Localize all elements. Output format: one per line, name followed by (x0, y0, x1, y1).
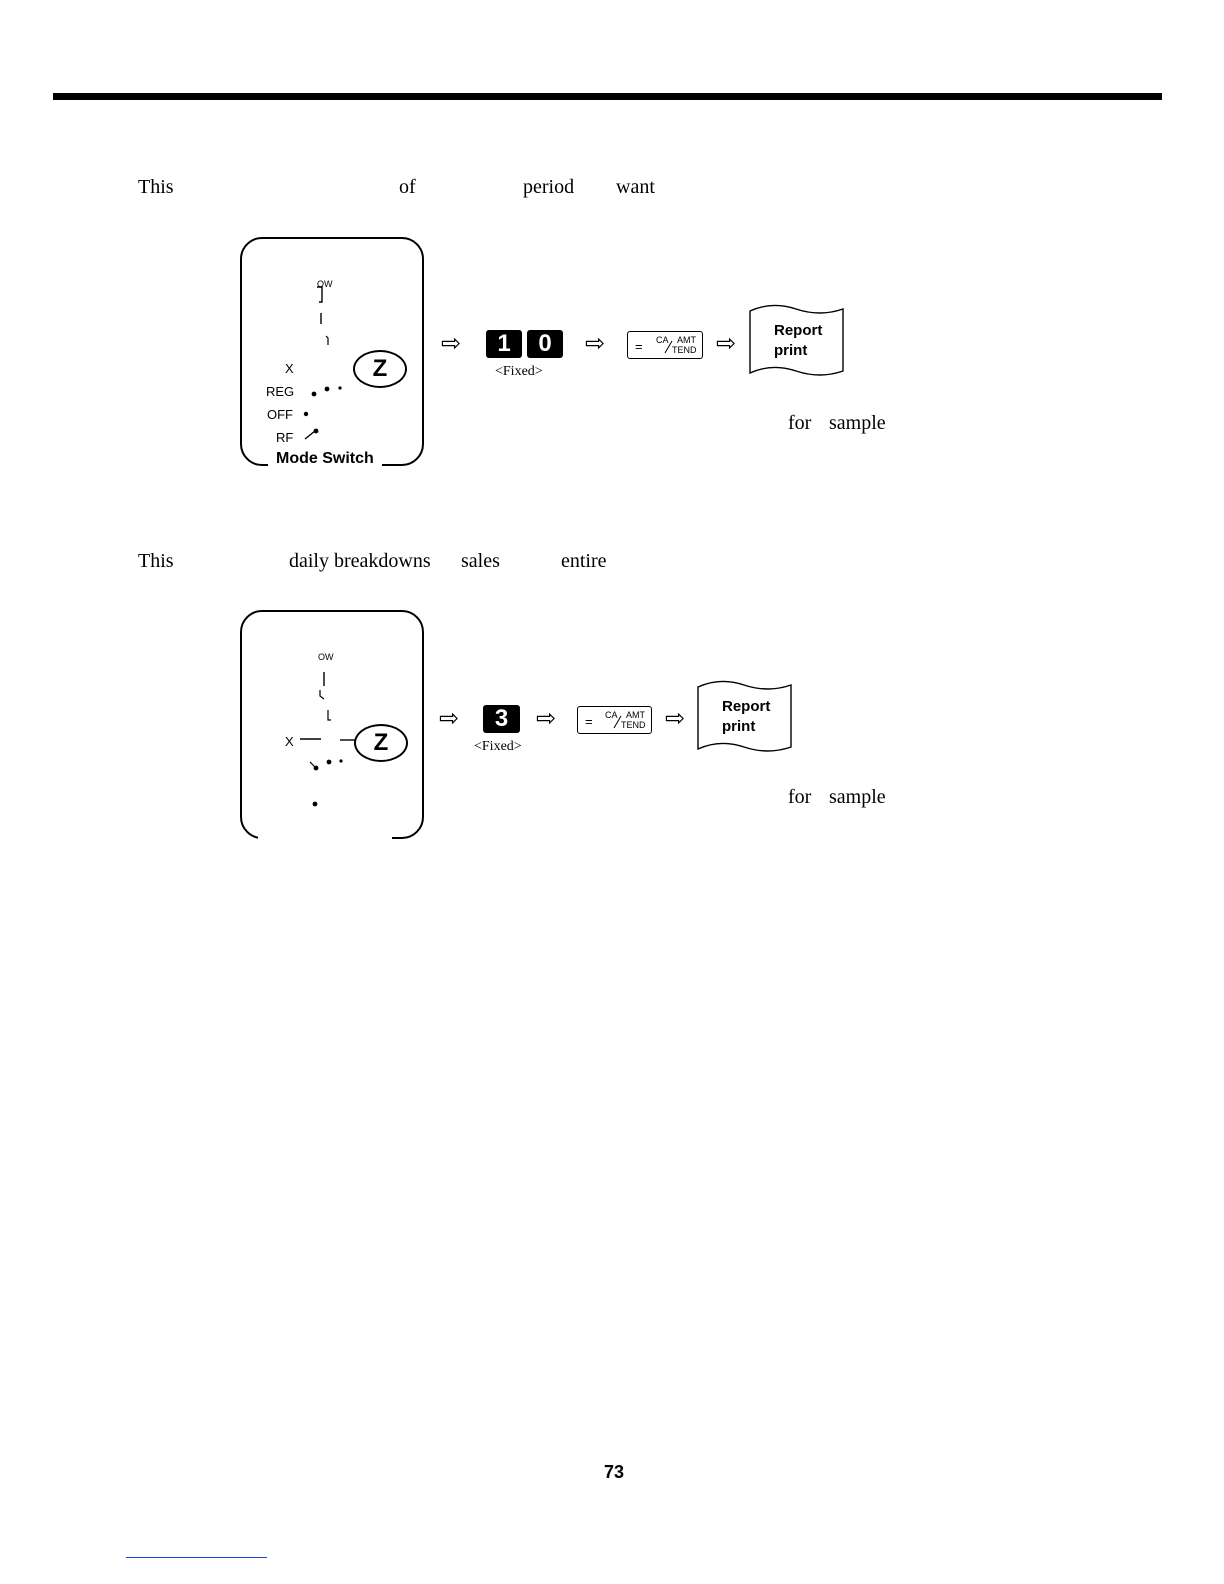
ca-key-label-tend-2: TEND (621, 720, 646, 730)
mode-switch-lines-2 (240, 610, 422, 840)
numeric-key-1-label: 1 (497, 330, 511, 357)
numeric-key-3-label: 3 (494, 705, 509, 732)
z-position-label-2: Z (373, 729, 389, 756)
numeric-key-3 (483, 705, 520, 733)
ca-key-label-ca: CA (656, 335, 669, 345)
ca-amt-tend-key (627, 331, 703, 359)
step-arrow-icon: ⇨ (665, 704, 686, 732)
paragraph-1-word-of: of (399, 176, 416, 198)
paragraph-1-word-this: This (138, 176, 174, 198)
z-position-marker (353, 350, 407, 388)
numeric-key-0-label: 0 (538, 330, 552, 357)
report-label-2: Report (722, 698, 771, 715)
ca-amt-tend-key-2 (577, 706, 652, 734)
step-arrow-icon: ⇨ (536, 704, 557, 732)
paragraph-2-word-sales: sales (461, 550, 500, 572)
z-position-label: Z (372, 355, 388, 382)
fixed-note-2: <Fixed> (474, 739, 522, 754)
step-arrow-icon: ⇨ (585, 329, 606, 357)
numeric-key-0 (527, 330, 563, 358)
mode-label-x-2: X (285, 734, 294, 749)
page-number: 73 (604, 1462, 625, 1482)
paragraph-1-word-period: period (523, 176, 575, 198)
print-label: print (774, 342, 808, 359)
paragraph-2-word-this: This (138, 550, 174, 572)
step-arrow-icon: ⇨ (441, 329, 462, 357)
ca-key-label-amt: AMT (677, 335, 696, 345)
mode-switch-lines (240, 237, 422, 467)
z-position-marker-2 (354, 724, 408, 762)
ca-key-label-equals-2: = (585, 714, 593, 729)
mode-label-ow: OW (317, 279, 333, 289)
mode-label-x: X (285, 361, 294, 376)
header-rule (53, 93, 1162, 100)
ca-key-label-ca-2: CA (605, 710, 618, 720)
ca-key-label-amt-2: AMT (626, 710, 645, 720)
mode-label-reg: REG (266, 384, 295, 399)
note-word-sample-2: sample (829, 786, 886, 808)
step-arrow-icon: ⇨ (439, 704, 460, 732)
mode-label-ow-2: OW (318, 652, 334, 662)
note-word-for-2: for (788, 786, 812, 808)
ca-key-label-equals: = (635, 339, 643, 354)
paragraph-2-word-entire: entire (561, 550, 607, 572)
note-word-for: for (788, 412, 812, 434)
paragraph-1-word-want: want (616, 176, 655, 198)
note-word-sample: sample (829, 412, 886, 434)
numeric-key-1 (486, 330, 522, 358)
ca-key-label-tend: TEND (672, 345, 697, 355)
footer-link-underline[interactable] (126, 1557, 267, 1558)
print-label-2: print (722, 718, 756, 735)
paragraph-2-word-daily-breakdowns: daily breakdowns (289, 550, 431, 572)
step-arrow-icon: ⇨ (716, 329, 737, 357)
mode-label-off: OFF (267, 407, 293, 422)
report-label: Report (774, 322, 823, 339)
fixed-note: <Fixed> (495, 364, 543, 379)
mode-switch-caption: Mode Switch (268, 450, 382, 468)
mode-label-rf: RF (276, 430, 294, 445)
